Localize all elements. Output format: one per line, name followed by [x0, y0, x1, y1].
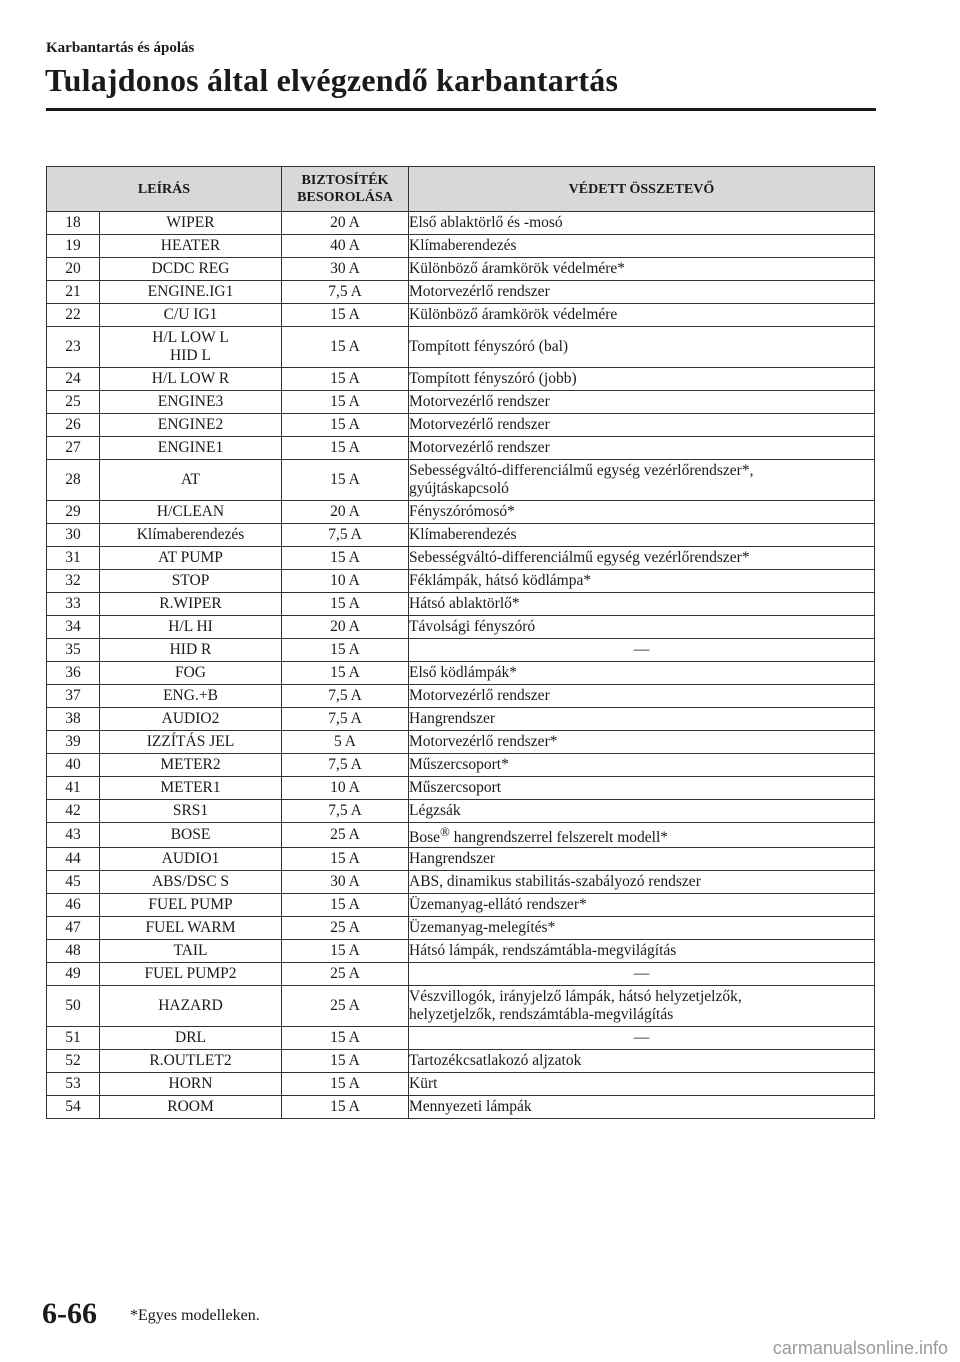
table-row — [47, 258, 875, 281]
table-row — [47, 1096, 875, 1119]
fuse-description: ENGINE.IG1 — [100, 281, 282, 304]
fuse-rating: 10 A — [282, 570, 409, 593]
table-row — [47, 547, 875, 570]
table-row — [47, 639, 875, 662]
fuse-number: 50 — [47, 986, 100, 1027]
fuse-number: 51 — [47, 1027, 100, 1050]
fuse-number: 19 — [47, 235, 100, 258]
fuse-rating: 15 A — [282, 414, 409, 437]
fuse-number: 39 — [47, 731, 100, 754]
fuse-rating: 15 A — [282, 368, 409, 391]
fuse-description: ENG.+B — [100, 685, 282, 708]
protected-component: Üzemanyag-ellátó rendszer* — [409, 894, 875, 917]
fuse-description: AT — [100, 460, 282, 501]
protected-component: Hátsó lámpák, rendszámtábla-megvilágítás — [409, 940, 875, 963]
protected-component-line2: gyújtáskapcsoló — [409, 480, 509, 497]
fuse-rating: 25 A — [282, 986, 409, 1027]
fuse-rating: 30 A — [282, 258, 409, 281]
fuse-rating: 15 A — [282, 1027, 409, 1050]
protected-component — [409, 823, 875, 848]
fuse-number: 24 — [47, 368, 100, 391]
fuse-rating: 20 A — [282, 212, 409, 235]
table-row — [47, 986, 875, 1027]
protected-component: Motorvezérlő rendszer* — [409, 731, 875, 754]
fuse-description: DRL — [100, 1027, 282, 1050]
header-component: VÉDETT ÖSSZETEVŐ — [409, 167, 875, 212]
fuse-description-line2: HID L — [170, 347, 211, 364]
fuse-number: 23 — [47, 327, 100, 368]
table-row — [47, 593, 875, 616]
fuse-rating: 15 A — [282, 1073, 409, 1096]
protected-component: Motorvezérlő rendszer — [409, 414, 875, 437]
fuse-rating: 15 A — [282, 327, 409, 368]
fuse-rating: 15 A — [282, 940, 409, 963]
fuse-number: 54 — [47, 1096, 100, 1119]
fuse-number: 34 — [47, 616, 100, 639]
protected-component: Műszercsoport* — [409, 754, 875, 777]
protected-component: Hangrendszer — [409, 708, 875, 731]
fuse-number: 27 — [47, 437, 100, 460]
fuse-rating: 20 A — [282, 501, 409, 524]
fuse-number: 30 — [47, 524, 100, 547]
protected-component: Műszercsoport — [409, 777, 875, 800]
watermark: carmanualsonline.info — [772, 1338, 948, 1358]
fuse-description: ENGINE1 — [100, 437, 282, 460]
fuse-description — [100, 327, 282, 368]
fuse-number: 31 — [47, 547, 100, 570]
table-row — [47, 1050, 875, 1073]
fuse-number: 25 — [47, 391, 100, 414]
table-row — [47, 524, 875, 547]
fuse-rating: 7,5 A — [282, 754, 409, 777]
fuse-table — [46, 166, 875, 1119]
table-row — [47, 754, 875, 777]
protected-component: Hátsó ablaktörlő* — [409, 593, 875, 616]
protected-component: Első ködlámpák* — [409, 662, 875, 685]
fuse-number: 36 — [47, 662, 100, 685]
fuse-number: 32 — [47, 570, 100, 593]
fuse-number: 52 — [47, 1050, 100, 1073]
protected-component-line2: helyzetjelzők, rendszámtábla-megvilágítás — [409, 1006, 674, 1024]
fuse-number: 44 — [47, 848, 100, 871]
fuse-number: 26 — [47, 414, 100, 437]
protected-component: — — [409, 963, 875, 986]
fuse-rating: 15 A — [282, 662, 409, 685]
fuse-rating: 15 A — [282, 391, 409, 414]
table-row — [47, 616, 875, 639]
protected-component-rest: hangrendszerrel felszerelt modell* — [449, 829, 669, 847]
protected-component-line1: Sebességváltó-differenciálmű egység vezérlőrendszer*, — [409, 462, 754, 479]
table-row — [47, 304, 875, 327]
fuse-description: AUDIO2 — [100, 708, 282, 731]
fuse-number: 38 — [47, 708, 100, 731]
protected-component: Fényszórómosó* — [409, 501, 875, 524]
fuse-description: HAZARD — [100, 986, 282, 1027]
fuse-number: 46 — [47, 894, 100, 917]
table-row — [47, 963, 875, 986]
protected-component: Kürt — [409, 1073, 875, 1096]
table-row — [47, 327, 875, 368]
fuse-description: METER2 — [100, 754, 282, 777]
fuse-description: METER1 — [100, 777, 282, 800]
protected-component: Klímaberendezés — [409, 524, 875, 547]
fuse-description: FUEL WARM — [100, 917, 282, 940]
footnote: *Egyes modelleken. — [130, 1307, 260, 1324]
fuse-description: R.WIPER — [100, 593, 282, 616]
fuse-rating: 15 A — [282, 1096, 409, 1119]
table-row — [47, 848, 875, 871]
fuse-description-line1: H/L LOW L — [152, 329, 229, 346]
page-number: 6-66 — [42, 1297, 97, 1330]
fuse-description: FOG — [100, 662, 282, 685]
table-row — [47, 685, 875, 708]
table-row — [47, 501, 875, 524]
fuse-description: ROOM — [100, 1096, 282, 1119]
fuse-description: SRS1 — [100, 800, 282, 823]
protected-component: ABS, dinamikus stabilitás-szabályozó rendszer — [409, 871, 875, 894]
table-row — [47, 437, 875, 460]
fuse-number: 29 — [47, 501, 100, 524]
fuse-description: HORN — [100, 1073, 282, 1096]
fuse-rating: 15 A — [282, 547, 409, 570]
fuse-rating: 7,5 A — [282, 708, 409, 731]
protected-component: Tartozékcsatlakozó aljzatok — [409, 1050, 875, 1073]
fuse-description: H/L LOW R — [100, 368, 282, 391]
fuse-rating: 25 A — [282, 917, 409, 940]
fuse-description: DCDC REG — [100, 258, 282, 281]
protected-component: Klímaberendezés — [409, 235, 875, 258]
table-row — [47, 414, 875, 437]
fuse-description: R.OUTLET2 — [100, 1050, 282, 1073]
protected-component-brand: Bose — [409, 829, 440, 847]
fuse-description: HID R — [100, 639, 282, 662]
table-row — [47, 917, 875, 940]
table-row — [47, 460, 875, 501]
fuse-description: TAIL — [100, 940, 282, 963]
table-row — [47, 731, 875, 754]
section-label: Karbantartás és ápolás — [46, 40, 195, 56]
protected-component: Mennyezeti lámpák — [409, 1096, 875, 1119]
table-row — [47, 235, 875, 258]
page-title: Tulajdonos által elvégzendő karbantartás — [45, 62, 619, 98]
fuse-rating: 15 A — [282, 304, 409, 327]
protected-component: Távolsági fényszóró — [409, 616, 875, 639]
fuse-description: FUEL PUMP2 — [100, 963, 282, 986]
fuse-description: H/L HI — [100, 616, 282, 639]
fuse-rating: 7,5 A — [282, 800, 409, 823]
table-row — [47, 1027, 875, 1050]
fuse-rating: 15 A — [282, 460, 409, 501]
header-rating-line1: BIZTOSÍTÉK — [301, 173, 389, 188]
protected-component: Motorvezérlő rendszer — [409, 281, 875, 304]
fuse-number: 43 — [47, 823, 100, 848]
protected-component: Különböző áramkörök védelmére — [409, 304, 875, 327]
fuse-rating: 20 A — [282, 616, 409, 639]
table-row — [47, 281, 875, 304]
fuse-number: 37 — [47, 685, 100, 708]
table-row — [47, 212, 875, 235]
fuse-number: 47 — [47, 917, 100, 940]
fuse-description: STOP — [100, 570, 282, 593]
fuse-description: AUDIO1 — [100, 848, 282, 871]
fuse-rating: 25 A — [282, 823, 409, 848]
protected-component: Különböző áramkörök védelmére* — [409, 258, 875, 281]
protected-component: Üzemanyag-melegítés* — [409, 917, 875, 940]
fuse-number: 20 — [47, 258, 100, 281]
table-header-row — [47, 167, 875, 212]
fuse-rating: 15 A — [282, 848, 409, 871]
fuse-rating: 7,5 A — [282, 281, 409, 304]
fuse-rating: 7,5 A — [282, 685, 409, 708]
fuse-description: C/U IG1 — [100, 304, 282, 327]
fuse-number: 40 — [47, 754, 100, 777]
fuse-rating: 30 A — [282, 871, 409, 894]
fuse-description: IZZÍTÁS JEL — [100, 731, 282, 754]
protected-component: Motorvezérlő rendszer — [409, 437, 875, 460]
fuse-number: 41 — [47, 777, 100, 800]
header-rating — [282, 167, 409, 212]
fuse-rating: 15 A — [282, 639, 409, 662]
protected-component-line1: Vészvillogók, irányjelző lámpák, hátsó helyzetjelzők, — [409, 988, 742, 1006]
table-row — [47, 570, 875, 593]
fuse-number: 21 — [47, 281, 100, 304]
fuse-description: WIPER — [100, 212, 282, 235]
table-row — [47, 800, 875, 823]
fuse-table-body — [47, 212, 875, 1119]
table-row — [47, 823, 875, 848]
protected-component: Hangrendszer — [409, 848, 875, 871]
fuse-rating: 15 A — [282, 593, 409, 616]
protected-component: Tompított fényszóró (jobb) — [409, 368, 875, 391]
protected-component: Légzsák — [409, 800, 875, 823]
table-row — [47, 777, 875, 800]
table-row — [47, 871, 875, 894]
fuse-number: 33 — [47, 593, 100, 616]
protected-component: Motorvezérlő rendszer — [409, 685, 875, 708]
fuse-description: BOSE — [100, 823, 282, 848]
protected-component: Féklámpák, hátsó ködlámpa* — [409, 570, 875, 593]
fuse-rating: 25 A — [282, 963, 409, 986]
fuse-number: 35 — [47, 639, 100, 662]
fuse-rating: 15 A — [282, 1050, 409, 1073]
fuse-rating: 10 A — [282, 777, 409, 800]
fuse-number: 28 — [47, 460, 100, 501]
fuse-number: 42 — [47, 800, 100, 823]
fuse-rating: 5 A — [282, 731, 409, 754]
fuse-description: Klímaberendezés — [100, 524, 282, 547]
table-row — [47, 708, 875, 731]
table-row — [47, 391, 875, 414]
fuse-description: ENGINE2 — [100, 414, 282, 437]
fuse-rating: 15 A — [282, 894, 409, 917]
protected-component: Sebességváltó-differenciálmű egység vezérlőrendszer* — [409, 547, 875, 570]
protected-component: — — [409, 639, 875, 662]
fuse-rating: 40 A — [282, 235, 409, 258]
fuse-number: 49 — [47, 963, 100, 986]
table-row — [47, 894, 875, 917]
header-description: LEÍRÁS — [47, 167, 282, 212]
fuse-description: H/CLEAN — [100, 501, 282, 524]
table-row — [47, 940, 875, 963]
fuse-description: ABS/DSC S — [100, 871, 282, 894]
protected-component — [409, 986, 875, 1027]
header-rating-line2: BESOROLÁSA — [297, 190, 393, 205]
fuse-description: HEATER — [100, 235, 282, 258]
fuse-number: 45 — [47, 871, 100, 894]
fuse-description: FUEL PUMP — [100, 894, 282, 917]
protected-component — [409, 460, 875, 501]
fuse-description: ENGINE3 — [100, 391, 282, 414]
protected-component: Tompított fényszóró (bal) — [409, 327, 875, 368]
fuse-rating: 15 A — [282, 437, 409, 460]
protected-component: — — [409, 1027, 875, 1050]
table-row — [47, 662, 875, 685]
fuse-number: 18 — [47, 212, 100, 235]
fuse-rating: 7,5 A — [282, 524, 409, 547]
protected-component: Motorvezérlő rendszer — [409, 391, 875, 414]
table-row — [47, 1073, 875, 1096]
fuse-number: 48 — [47, 940, 100, 963]
protected-component: Első ablaktörlő és -mosó — [409, 212, 875, 235]
fuse-number: 22 — [47, 304, 100, 327]
title-rule — [46, 108, 876, 111]
fuse-number: 53 — [47, 1073, 100, 1096]
fuse-description: AT PUMP — [100, 547, 282, 570]
registered-mark: ® — [440, 824, 450, 839]
table-row — [47, 368, 875, 391]
